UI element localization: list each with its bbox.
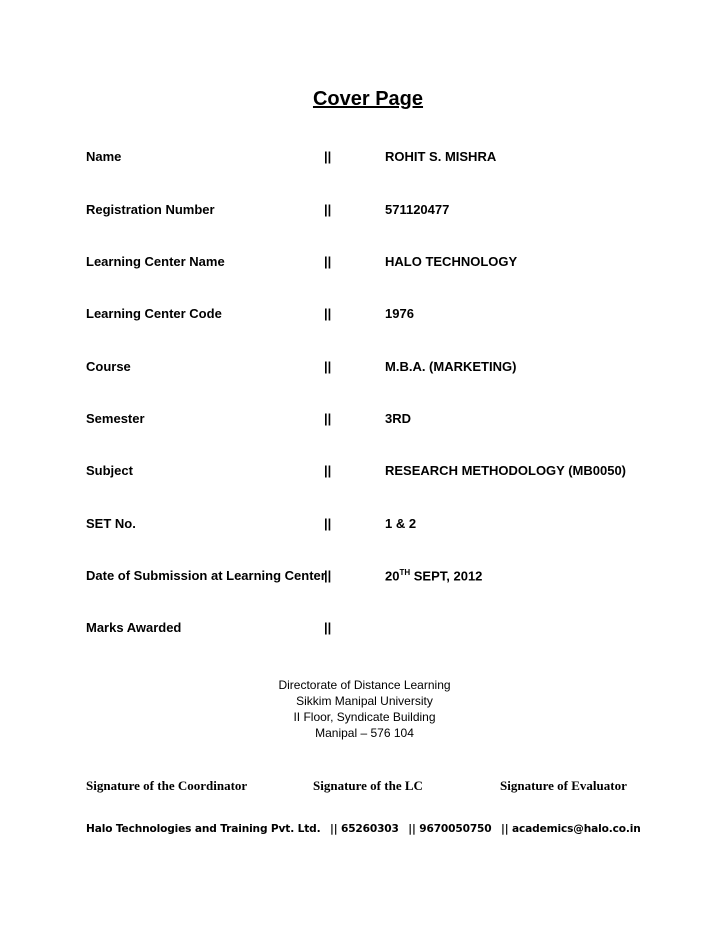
address-line: Manipal – 576 104 [315, 726, 414, 740]
date-day: 20 [385, 568, 400, 584]
field-row-semester [86, 411, 686, 431]
field-separator: || [324, 568, 332, 583]
field-label: Course [86, 359, 131, 374]
field-separator: || [324, 620, 332, 635]
footer-contact [86, 823, 647, 835]
field-row-date-of-submission [86, 568, 686, 588]
address-line: Sikkim Manipal University [296, 694, 433, 708]
field-separator: || [324, 411, 332, 426]
page-title: Cover Page [312, 88, 424, 110]
field-label: SET No. [86, 516, 136, 531]
field-separator: || [324, 306, 332, 321]
field-label: Registration Number [86, 202, 215, 217]
field-row-learning-center-name [86, 254, 686, 274]
field-value [385, 568, 482, 583]
field-separator: || [324, 254, 332, 269]
field-label: Semester [86, 411, 145, 426]
field-separator: || [324, 516, 332, 531]
field-value: 571120477 [385, 202, 450, 217]
field-label: Learning Center Name [86, 254, 225, 269]
field-value: 1976 [385, 306, 414, 321]
university-address [0, 677, 728, 741]
field-value: HALO TECHNOLOGY [385, 254, 518, 269]
signature-evaluator: Signature of Evaluator [500, 778, 627, 793]
field-separator: || [324, 149, 332, 164]
field-row-set-no [86, 516, 686, 536]
field-value: 1 & 2 [385, 516, 417, 531]
field-label: Learning Center Code [86, 306, 222, 321]
field-label: Name [86, 149, 122, 164]
date-ordinal-suffix: TH [399, 568, 411, 577]
field-value: RESEARCH METHODOLOGY (MB0050) [385, 463, 627, 478]
field-separator: || [324, 463, 332, 478]
field-row-registration-number [86, 202, 686, 222]
footer-phone-1: || 65260303 [330, 823, 399, 835]
field-value: ROHIT S. MISHRA [385, 149, 497, 164]
signature-lc: Signature of the LC [313, 778, 423, 793]
field-label: Marks Awarded [86, 620, 182, 635]
field-row-name [86, 149, 686, 169]
date-month-year: SEPT, 2012 [410, 568, 483, 584]
footer-phone-2: || 9670050750 [408, 823, 492, 835]
field-row-learning-center-code [86, 306, 686, 326]
footer-company: Halo Technologies and Training Pvt. Ltd. [86, 823, 321, 835]
field-row-course [86, 359, 686, 379]
field-label: Date of Submission at Learning Center [86, 568, 326, 583]
signature-coordinator: Signature of the Coordinator [86, 778, 248, 793]
field-row-marks-awarded [86, 620, 686, 640]
field-row-subject [86, 463, 686, 483]
address-line: Directorate of Distance Learning [278, 678, 451, 692]
field-value: M.B.A. (MARKETING) [385, 359, 517, 374]
address-line: II Floor, Syndicate Building [293, 710, 436, 724]
field-separator: || [324, 359, 332, 374]
field-label: Subject [86, 463, 133, 478]
field-separator: || [324, 202, 332, 217]
footer-email: || academics@halo.co.in [501, 823, 641, 835]
field-value: 3RD [385, 411, 412, 426]
